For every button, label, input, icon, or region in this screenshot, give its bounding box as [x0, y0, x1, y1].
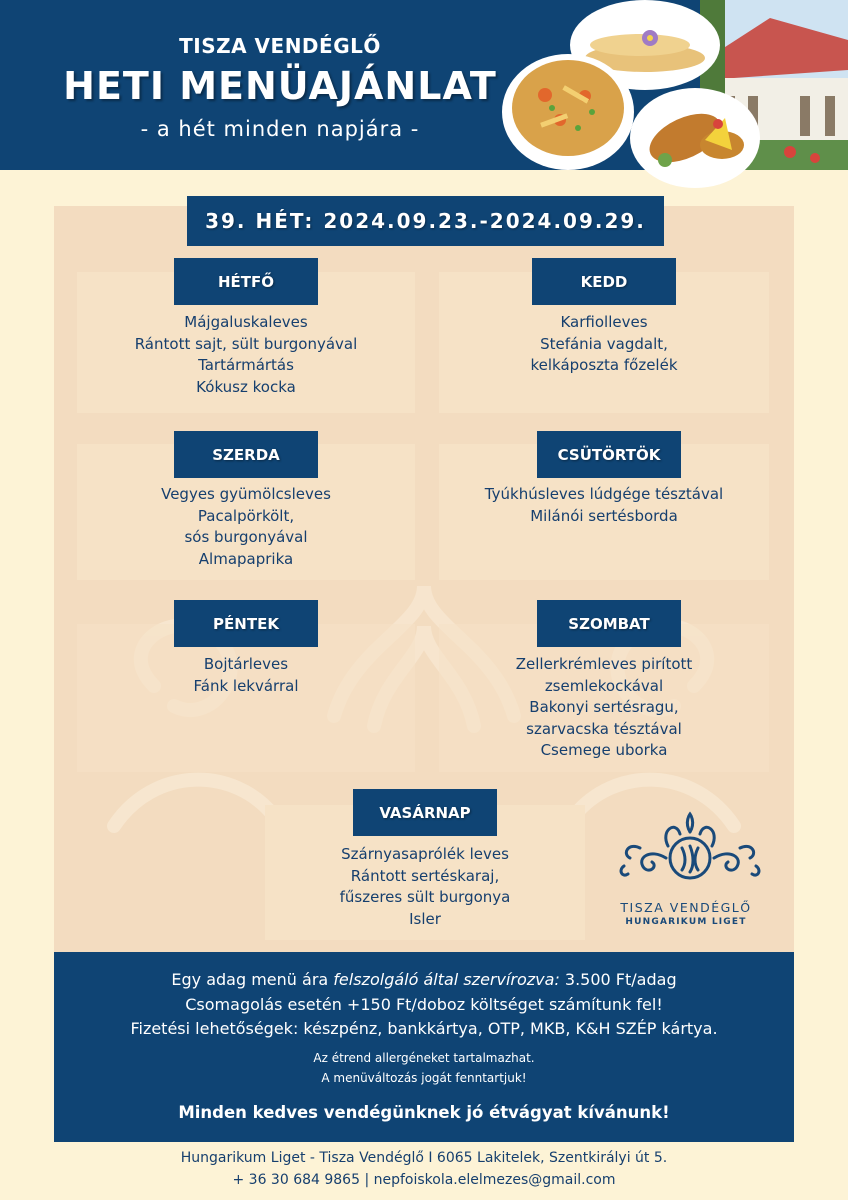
price-line	[54, 970, 794, 989]
day-label-saturday: SZOMBAT	[537, 600, 681, 647]
greeting-line: Minden kedves vendégünknek jó étvágyat kívánunk!	[178, 1103, 670, 1122]
day-label-monday: HÉTFŐ	[174, 258, 318, 305]
day-label-wednesday: SZERDA	[174, 431, 318, 478]
dish-item: Rántott sajt, sült burgonyával	[134, 334, 358, 353]
day-label-tuesday: KEDD	[532, 258, 676, 305]
page-subtitle: - a hét minden napjára -	[140, 117, 420, 141]
dish-item: Fánk lekvárral	[193, 676, 299, 695]
restaurant-name: TISZA VENDÉGLŐ	[179, 34, 381, 58]
dish-list-monday	[77, 312, 415, 398]
dish-item: Karfiolleves	[560, 313, 648, 331]
dish-item: Stefánia vagdalt,	[540, 334, 668, 353]
dish-item: Csemege uborka	[540, 741, 668, 759]
day-label-thursday: CSÜTÖRTÖK	[537, 431, 681, 478]
packaging-line: Csomagolás esetén +150 Ft/doboz költséget számítunk fel!	[185, 995, 663, 1014]
page-title: HETI MENÜAJÁNLAT	[63, 64, 497, 108]
info-box	[54, 952, 794, 1142]
dish-list-thursday	[439, 484, 769, 527]
dish-item: Májgaluskaleves	[184, 313, 308, 331]
change-note: A menüváltozás jogát fenntartjuk!	[321, 1071, 527, 1085]
fried-fish-plate-photo	[630, 88, 760, 188]
dish-item: szarvacska tésztával	[526, 719, 682, 738]
dish-item: Zellerkrémleves pirított	[515, 655, 693, 673]
dish-item: kelkáposzta főzelék	[530, 356, 678, 374]
day-label-friday: PÉNTEK	[174, 600, 318, 647]
footer-address: Hungarikum Liget - Tisza Vendéglő I 6065 Lakitelek, Szentkirályi út 5.	[180, 1150, 668, 1166]
dish-list-wednesday	[77, 484, 415, 570]
soup-bowl-photo	[502, 54, 634, 170]
dish-list-sunday	[265, 844, 585, 930]
price-italic-note: felszolgáló által szervírozva:	[333, 970, 560, 989]
dish-list-tuesday	[439, 312, 769, 377]
day-label-sunday: VASÁRNAP	[353, 789, 497, 836]
logo-restaurant-name: TISZA VENDÉGLŐ	[620, 900, 752, 915]
dish-item: sós burgonyával	[184, 528, 308, 546]
price-value: 3.500 Ft/adag	[559, 970, 677, 989]
dish-item: Rántott sertéskaraj,	[350, 866, 500, 885]
logo-subtitle: HUNGARIKUM LIGET	[625, 917, 747, 927]
payment-line: Fizetési lehetőségek: készpénz, bankkártya, OTP, MKB, K&H SZÉP kártya.	[130, 1019, 718, 1038]
dish-item: Vegyes gyümölcsleves	[161, 485, 331, 503]
dish-item: Szárnyasaprólék leves	[341, 845, 509, 863]
week-banner: 39. HÉT: 2024.09.23.-2024.09.29.	[187, 196, 664, 246]
dish-list-friday	[77, 654, 415, 697]
dish-item: Almapaprika	[198, 549, 294, 568]
allergen-note: Az étrend allergéneket tartalmazhat.	[313, 1051, 535, 1065]
dish-item: zsemlekockával	[544, 676, 664, 695]
dish-item: Kókusz kocka	[196, 377, 296, 396]
dish-item: Tyúkhúsleves lúdgége tésztával	[484, 485, 724, 503]
dish-item: Milánói sertésborda	[530, 506, 678, 525]
dish-item: Isler	[409, 909, 441, 928]
dish-item: Pacalpörkölt,	[197, 506, 295, 525]
dish-item: fűszeres sült burgonya	[339, 888, 511, 906]
dish-item: Tartármártás	[198, 356, 294, 374]
dish-list-saturday	[439, 654, 769, 762]
food-photos	[500, 0, 848, 190]
dish-item: Bojtárleves	[203, 655, 289, 673]
footer-contact: + 36 30 684 9865 | nepfoiskola.elelmezes@gmail.com	[232, 1172, 616, 1188]
price-prefix: Egy adag menü ára	[171, 970, 334, 989]
dish-item: Bakonyi sertésragu,	[529, 698, 679, 716]
